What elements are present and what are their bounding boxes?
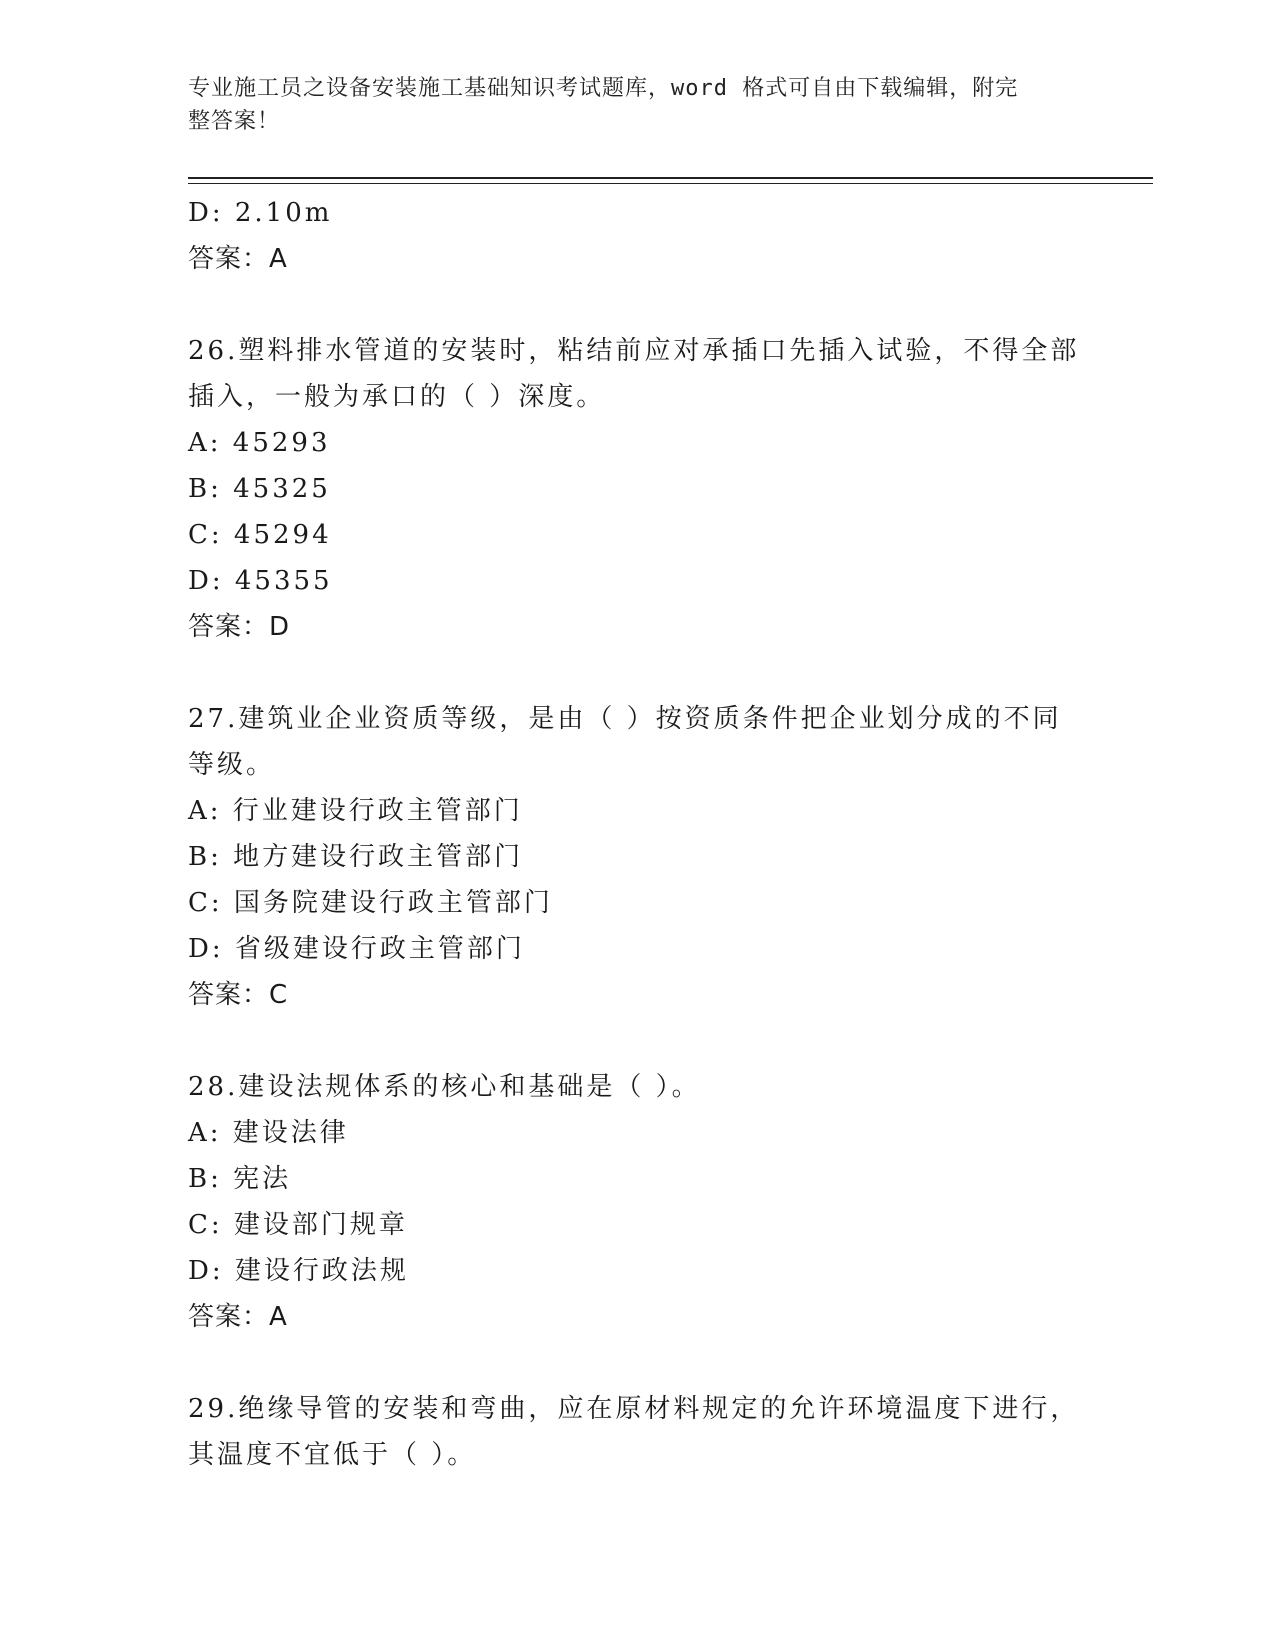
option-c: C: 国务院建设行政主管部门 [188,888,553,918]
header-line-2: 整答案！ [188,109,281,134]
question-stem-line-1: 27.建筑业企业资质等级，是由（ ）按资质条件把企业划分成的不同 [188,704,1062,734]
option-d: D: 建设行政法规 [188,1256,409,1286]
option-a: A: 45293 [188,428,331,458]
option-b: B: 地方建设行政主管部门 [188,842,524,872]
question-29 [188,1386,1088,1478]
question-stem-line-2: 等级。 [188,750,276,780]
answer: 答案：D [188,612,291,642]
question-stem-line-2: 插入，一般为承口的（ ）深度。 [188,382,606,412]
answer: 答案：C [188,980,289,1010]
option-b: B: 宪法 [188,1164,292,1194]
question-27 [188,696,1088,1018]
page-header [188,72,1088,138]
option-a: A: 建设法律 [188,1118,349,1148]
question-stem-line-1: 28.建设法规体系的核心和基础是（ ）。 [188,1072,701,1102]
question-content [188,190,1088,1478]
question-stem-line-1: 26.塑料排水管道的安装时，粘结前应对承插口先插入试验，不得全部 [188,336,1080,366]
answer: 答案：A [188,1302,288,1332]
header-line-1: 专业施工员之设备安装施工基础知识考试题库，word 格式可自由下载编辑，附完 [188,76,1019,101]
question-26 [188,328,1088,650]
question-stem-line-2: 其温度不宜低于（ ）。 [188,1440,477,1470]
prev-answer: 答案：A [188,244,288,274]
option-c: C: 45294 [188,520,332,550]
option-d: D: 省级建设行政主管部门 [188,934,525,964]
option-b: B: 45325 [188,474,331,504]
question-28 [188,1064,1088,1340]
option-d: D: 45355 [188,566,333,596]
option-c: C: 建设部门规章 [188,1210,408,1240]
header-divider-thin [188,183,1153,184]
option-a: A: 行业建设行政主管部门 [188,796,523,826]
prev-option-d: D: 2.10m [188,198,333,228]
header-divider-thick [188,177,1153,179]
question-stem-line-1: 29.绝缘导管的安装和弯曲，应在原材料规定的允许环境温度下进行， [188,1394,1080,1424]
